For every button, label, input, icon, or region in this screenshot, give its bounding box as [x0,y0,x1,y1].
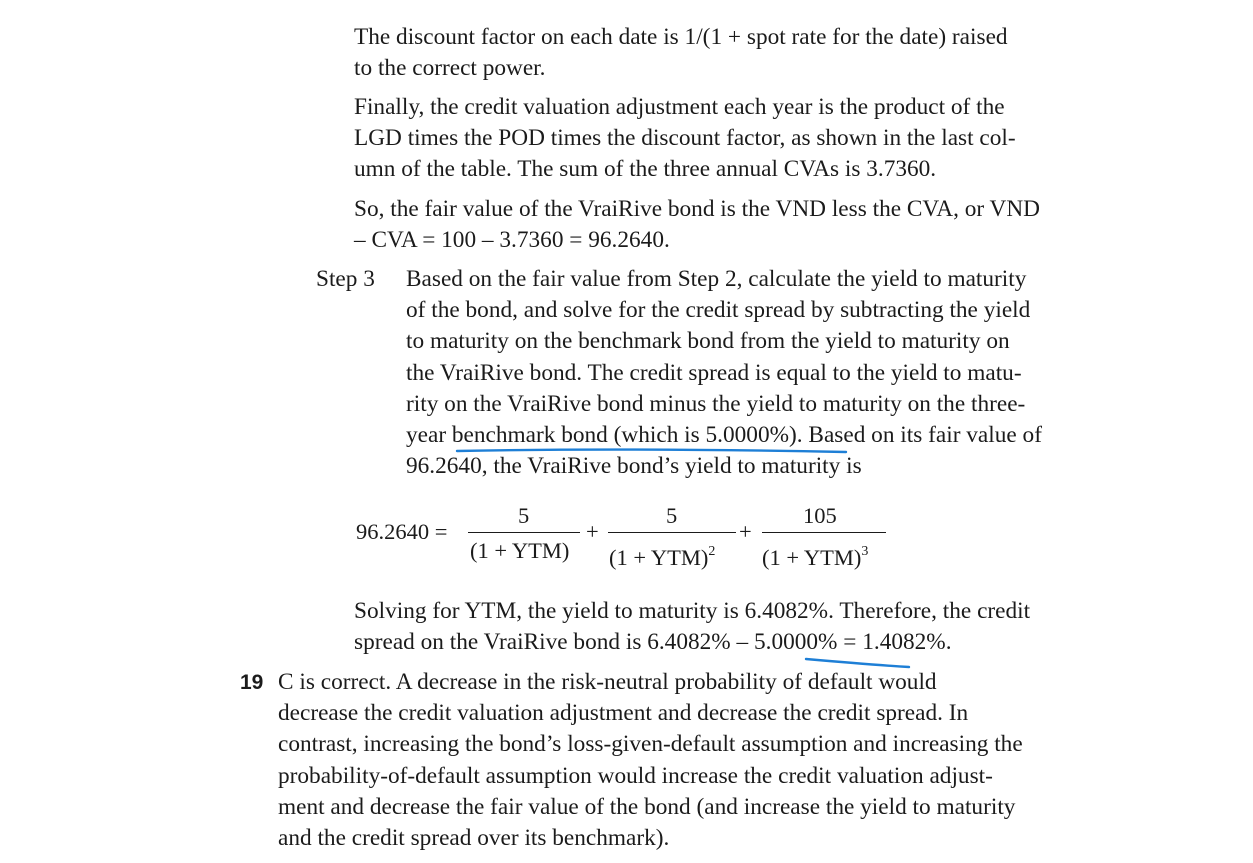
text-line: and the credit spread over its benchmark). [278,825,670,852]
paragraph-discount-factor [354,22,1008,84]
text-line: Solving for YTM, the yield to maturity is 6.4082%. Therefore, the credit [354,598,1031,624]
text-line: Finally, the credit valuation adjustment each year is the product of the [354,94,1005,120]
exponent: 3 [861,544,869,559]
equation-numerator: 5 [518,503,530,528]
text-line: So, the fair value of the VraiRive bond is the VND less the CVA, or VND [354,196,1040,222]
text-line: of the bond, and solve for the credit spread by subtracting the yield [406,297,1031,324]
plus-sign: + [739,519,752,544]
text-line: year benchmark bond (which is 5.0000%). Based on its fair value of [406,422,1042,449]
equation-lhs: 96.2640 = [356,519,448,544]
text-line: C is correct. A decrease in the risk-neutral probability of default would [278,669,937,695]
denominator-base: (1 + YTM) [609,545,709,570]
text-line: ment and decrease the fair value of the bond (and increase the yield to maturity [278,793,1016,820]
step-3-body [406,264,1042,482]
paragraph-fair-value [354,194,1040,256]
text-line: spread on the VraiRive bond is 6.4082% – 5.0000% = 1.4082%. [354,629,952,656]
equation-denominator [762,544,869,570]
fraction-bar [468,532,580,533]
text-line: the VraiRive bond. The credit spread is equal to the yield to matu- [406,359,1022,386]
equation-denominator [609,544,716,570]
denominator-base: (1 + YTM) [762,545,862,570]
step-3-label: Step 3 [316,266,375,292]
fraction-bar [608,532,736,533]
answer-19-body [278,667,1023,854]
fraction-bar [762,532,886,533]
text-line: decrease the credit valuation adjustment and decrease the credit spread. In [278,700,969,727]
question-number: 19 [240,671,264,694]
text-line: LGD times the POD times the discount factor, as shown in the last col- [354,125,1016,152]
annotation-underline [806,659,909,667]
text-line: – CVA = 100 – 3.7360 = 96.2640. [354,227,670,254]
text-line: to maturity on the benchmark bond from the yield to maturity on [406,328,1010,355]
text-line: umn of the table. The sum of the three annual CVAs is 3.7360. [354,156,937,183]
paragraph-cva [354,92,1016,186]
text-line: The discount factor on each date is 1/(1 + spot rate for the date) raised [354,24,1008,50]
text-line: probability-of-default assumption would increase the credit valuation adjust- [278,762,993,789]
equation-denominator: (1 + YTM) [470,538,570,563]
text-line: contrast, increasing the bond’s loss-given-default assumption and increasing the [278,731,1023,758]
text-line: rity on the VraiRive bond minus the yield to maturity on the three- [406,390,1026,417]
text-line: 96.2640, the VraiRive bond’s yield to maturity is [406,453,862,480]
text-line: to the correct power. [354,55,546,82]
plus-sign: + [586,519,599,544]
exponent: 2 [708,544,716,559]
equation-numerator: 5 [666,503,678,528]
text-line: Based on the fair value from Step 2, calculate the yield to maturity [406,266,1027,292]
equation-numerator: 105 [803,503,837,528]
paragraph-solving [354,596,1030,658]
